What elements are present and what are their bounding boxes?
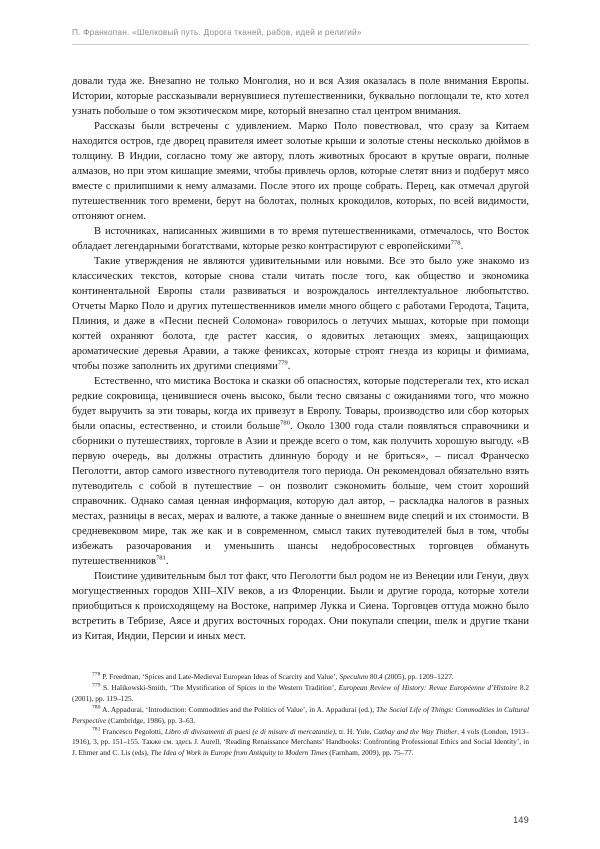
paragraph: Естественно, что мистика Востока и сказки об опасностях, которые подстерегали тех, кто искал редкие сокровища, ценившиеся очень высоко, были тесно связаны с ожиданиями того, что можно будет выручить за эти товары, когда их привезут в Европу. Товары, производство или сбор которых были опасны, естественно, и стоили больше$^{780}$. Около 1300 года стали появляться справочники и сборники о путешествиях, торговле в Азии и прежде всего о том, как получить хорошую выгоду. «В первую очередь, вы должны отрастить длинную бороду и не бриться», – писал Франческо Пеголотти, автор самого известного путеводителя того периода. Он рекомендовал обязательно взять путеводитель с собой в путешествие – он позволит сэкономить больше, чем стоит хороший справочник. Однако самая ценная информация, которую дал автор, – раскладка налогов в разных местах, разницы в весах, мерах и валюте, а также данные о внешнем виде специй и их стоимости. В средневековом мире, так же как и в современном, смысл таких путеводителей был в том, чтобы избежать разочарования и уменьшить шансы недобросовестных торговцев обмануть путешественников$^{781}$.: [72, 376, 529, 567]
paragraph: Рассказы были встречены с удивлением. Марко Поло повествовал, что сразу за Китаем находится остров, где дворец правителя имеет золотые крыши и золотые стены несколько дюймов в толщину. В Индии, согласно тому же автору, плоть животных бросают в крутые овраги, полные алмазов, но при этом кишащие змеями, чтобы привлечь орлов, которые слетят вниз и подберут мясо вместе с прилипшими к нему алмазами. После этого их проще собрать. Перец, как отмечал другой путешественник того времени, берут на болотах, полных крокодилов, которых, по всей видимости, отгоняют огнем.: [72, 121, 529, 222]
footnote-number: 779: [92, 682, 101, 689]
footnote-marker[interactable]: 778: [450, 239, 461, 247]
footnote: $^{779}$ S. Halikowski-Smith, ‘The Mystification of Spices in the Western Tradition’, European Review of History: Revue Européenne d’Histoire 8.2 (2001), pp. 119–125.: [72, 682, 530, 703]
footnote-marker[interactable]: 780: [280, 419, 290, 427]
footnote-number: 780: [92, 704, 101, 711]
paragraph: довали туда же. Внезапно не только Монголия, но и вся Азия оказалась в поле внимания Европы. Истории, которые рассказывали вернувшиеся путешественники, буквально поглощали те, кто хотел узнать побольше о том экзотическом мире, который внезапно стал центром внимания.: [72, 76, 529, 117]
footnote-number: 781: [92, 726, 101, 733]
paragraph: Поистине удивительным был тот факт, что Пеголотти был родом не из Венеции или Генуи, двух могущественных городов XIII–XIV веков, а из Флоренции. Были и другие города, которые хотели приобщиться к происходящему на Востоке, например Лукка и Сиена. Торговцев оттуда можно было встретить в Тебризе, Аясе и других восточных городах. Они покупали специи, шелк и другие ткани из Китая, Индии, Персии и иных мест.: [72, 571, 529, 642]
body-text: [72, 74, 529, 644]
footnote-number: 778: [92, 671, 101, 678]
footnote-title: European Review of History: Revue Européenne d’Histoire: [338, 683, 518, 693]
footnote-title: The Idea of Work in Europe from Antiquity to Modern Times: [150, 747, 328, 757]
footnote-title: Cathay and the Way Thither: [373, 727, 458, 737]
footnote-title: Speculum: [339, 672, 369, 681]
footnote: $^{781}$ Francesco Pegolotti, Libro di divisamenti di paesi (e di misure di mercatantie), tr. H. Yule, Cathay and the Way Thither, 4 vols (London, 1913–1916), 3, pp. 151–155. Также см. здесь J. Aurell, ‘Reading Renaissance Merchants’ Handbooks: Confronting Professional Ethics and Social Identity’, in J. Ehmer and C. Lis (eds), The Idea of Work in Europe from Antiquity to Modern Times (Farnham, 2009), pp. 75–77.: [72, 726, 529, 757]
paragraph: Такие утверждения не являются удивительными или новыми. Все это было уже знакомо из классических текстов, которые снова стали читать после того, как общество и экономика континентальной Европы стали развиваться и возрождалось интеллектуальное любопытство. Отчеты Марко Поло и других путешественников имели много общего с работами Геродота, Тацита, Плиния, и даже в «Песни песней Соломона» говорилось о летучих мышах, которые при помощи когтей охраняют болота, где растет кассия, о ядовитых летающих змеях, защищающих ароматические деревья Аравии, а также фениксах, которые строят гнезда из корицы и фимиама, чтобы позже заполнить их другими специями$^{779}$.: [72, 256, 529, 372]
footnote: $^{780}$ A. Appadurai, ‘Introduction: Commodities and the Politics of Value’, in A. Appadurai (ed.), The Social Life of Things: Commodities in Cultural Perspective (Cambridge, 1986), pp. 3–63.: [72, 704, 529, 725]
page-number: 149: [513, 815, 529, 825]
paragraph: В источниках, написанных жившими в то время путешественниками, отмечалось, что Восток обладает легендарными богатствами, которые резко контрастируют с европейскими$^{778}$.: [72, 226, 529, 252]
footnote-title: The Social Life of Things: Commodities in Cultural Perspective: [72, 705, 529, 725]
footnote-marker[interactable]: 781: [155, 554, 166, 562]
footnote-marker[interactable]: 779: [277, 359, 288, 367]
header-divider: [72, 44, 529, 45]
running-head: [72, 27, 528, 38]
running-head-text: П. Франкопан. «Шелковый путь. Дорога тканей, рабов, идей и религий»: [72, 28, 362, 37]
footnote-title: Libro di divisamenti di paesi (e di misure di mercatantie): [164, 727, 336, 737]
footnotes-block: [72, 672, 529, 759]
footnote: $^{778}$ P. Freedman, ‘Spices and Late-Medieval European Ideas of Scarcity and Value’, Speculum 80.4 (2005), pp. 1209–1227.: [92, 671, 454, 681]
